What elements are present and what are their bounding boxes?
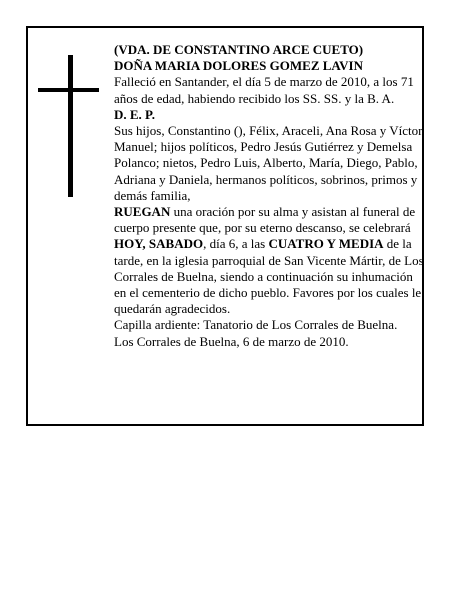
deceased-name: DOÑA MARIA DOLORES GOMEZ LAVIN: [114, 58, 363, 74]
dep-line: D. E. P.: [114, 106, 156, 122]
death-info: Falleció en Santander, el día 5 de marzo de 2010, a los 71 años de edad, habiendo recibido los SS. SS. y la B. A.: [114, 74, 414, 106]
request-text-3: de la tarde, en la iglesia parroquial de San Vicente Mártir, de Los Corrales de Buelna, siendo a continuación su inhumación en el cementerio de dicho pueblo. Favores por los cuales le quedarán agradecidos.: [114, 236, 424, 317]
request-text-1: una oración por su alma y asistan al funeral de cuerpo presente que, por su eterno descanso, se celebrará: [114, 204, 416, 236]
family-list: Sus hijos, Constantino (), Félix, Araceli, Ana Rosa y Víctor Manuel; hijos políticos, Pedro Jesús Gutiérrez y Demelsa Polanco; nietos, Pedro Luis, Alberto, María, Diego, Pablo, Adriana y Daniela, hermanos políticos, sobrinos, primos y demás familia,: [114, 123, 423, 203]
obituary-notice: [26, 26, 424, 426]
notice-text: [114, 42, 424, 350]
cross-icon: [68, 55, 73, 197]
funeral-time: CUATRO Y MEDIA: [268, 236, 384, 252]
place-date: Los Corrales de Buelna, 6 de marzo de 2010.: [114, 333, 349, 349]
request-text-2: , día 6, a las: [203, 236, 269, 252]
widow-line: (VDA. DE CONSTANTINO ARCE CUETO): [114, 42, 364, 57]
chapel-info: Capilla ardiente: Tanatorio de Los Corrales de Buelna.: [114, 317, 398, 333]
funeral-day: HOY, SABADO: [114, 236, 204, 252]
funeral-request: [114, 204, 424, 317]
cross-icon-crossbar: [38, 88, 99, 92]
ruegan-label: RUEGAN: [114, 204, 171, 220]
